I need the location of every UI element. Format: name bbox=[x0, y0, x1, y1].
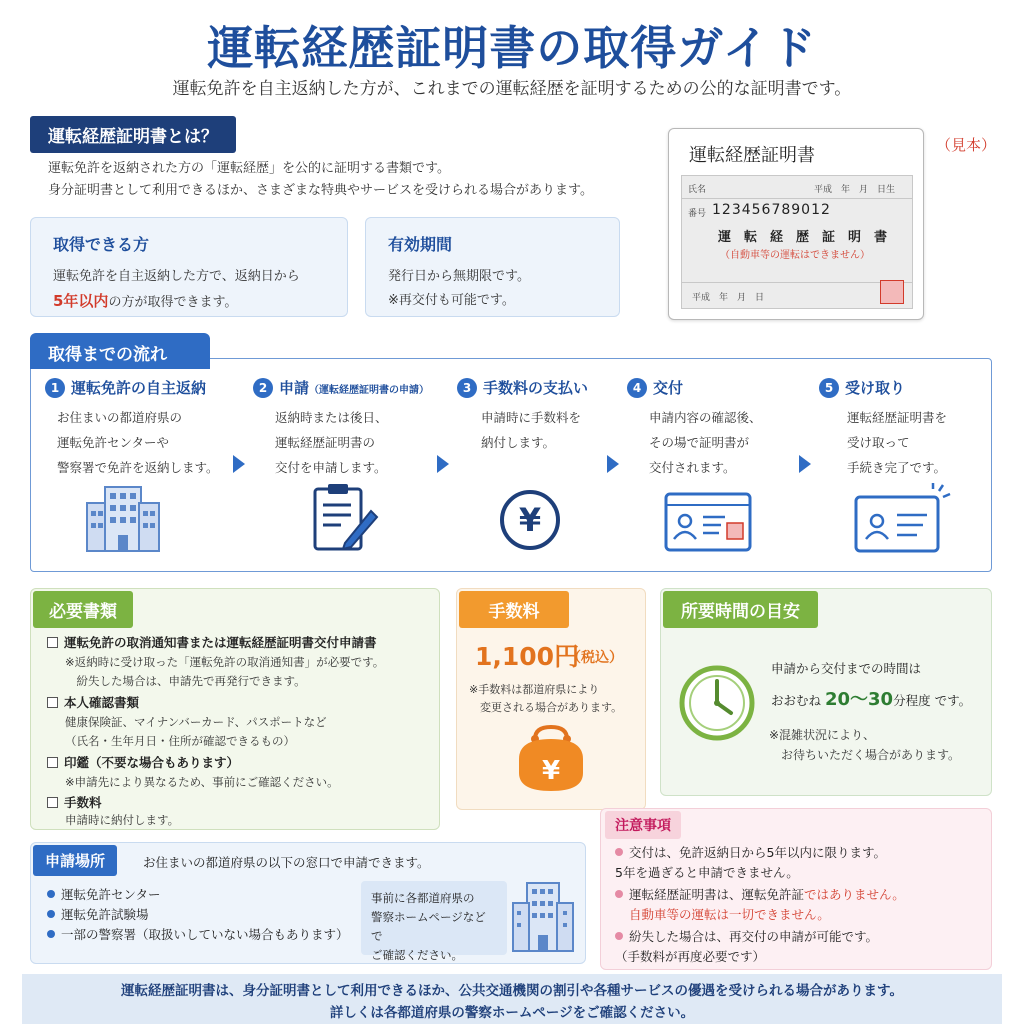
step-title: 運転免許の自主返納 bbox=[71, 379, 207, 397]
location-intro: お住まいの都道府県の以下の窓口で申請できます。 bbox=[143, 855, 430, 870]
sample-birth-label: 平成 年 月 日生 bbox=[814, 185, 896, 195]
caution-box bbox=[600, 808, 992, 970]
sample-certificate-card bbox=[668, 128, 924, 320]
step-number: 2 bbox=[253, 378, 273, 398]
footer-line-1: 運転経歴証明書は、身分証明書として利用できるほか、公共交通機関の割引や各種サービスの優遇を受けられる場合があります。 bbox=[121, 983, 903, 999]
eligibility-line-1: 運転免許を自主返納した方で、返納日から bbox=[53, 269, 300, 284]
time-line-1: 申請から交付までの時間は bbox=[771, 661, 922, 676]
svg-text:¥: ¥ bbox=[518, 501, 542, 539]
document-item: 手数料 bbox=[47, 793, 102, 813]
flow-step-5 bbox=[805, 359, 991, 570]
step-number: 4 bbox=[627, 378, 647, 398]
svg-text:¥: ¥ bbox=[541, 756, 561, 786]
page-subtitle: 運転免許を自主返納した方が、これまでの運転経歴を証明するための公的な証明書です。 bbox=[172, 79, 852, 99]
required-documents-heading: 必要書類 bbox=[33, 591, 133, 628]
caution-heading: 注意事項 bbox=[605, 811, 681, 839]
sample-card-heading: 運 転 経 歴 証 明 書 bbox=[718, 230, 888, 245]
sample-note: （見本） bbox=[936, 136, 997, 154]
document-item-note: ※申請先により異なるため、事前にご確認ください。 bbox=[65, 775, 339, 789]
sample-number-label: 番号 bbox=[688, 209, 707, 219]
step-number: 1 bbox=[45, 378, 65, 398]
location-item: 運転免許センター bbox=[47, 885, 161, 903]
fee-amount: 1,100円 bbox=[475, 642, 580, 671]
bullet-icon bbox=[615, 848, 623, 856]
coin-purse-icon bbox=[511, 725, 591, 797]
location-item: 一部の警察署（取扱いしていない場合もあります） bbox=[47, 925, 349, 943]
sample-card-warning: （自動車等の運転はできません） bbox=[720, 250, 870, 261]
fee-heading: 手数料 bbox=[459, 591, 569, 628]
validity-box bbox=[365, 217, 620, 317]
step-body: 申請時に手数料を 納付します。 bbox=[481, 410, 582, 450]
whatis-line-1: 運転免許を返納された方の「運転経歴」を公的に証明する書類です。 bbox=[48, 161, 450, 176]
flow-step-3 bbox=[443, 359, 613, 570]
step-body: 返納時または後日、 運転経歴証明書の 交付を申請します。 bbox=[275, 410, 388, 475]
page-title: 運転経歴証明書の取得ガイド bbox=[207, 21, 817, 75]
sample-photo-stamp bbox=[880, 280, 904, 304]
caution-item: 交付は、免許返納日から5年以内に限ります。 5年を過ぎると申請できません。 bbox=[615, 845, 886, 880]
eligibility-box bbox=[30, 217, 348, 317]
step-number: 5 bbox=[819, 378, 839, 398]
footer-line-2: 詳しくは各都道府県の警察ホームページをご確認ください。 bbox=[329, 1005, 695, 1021]
sample-name-label: 氏名 bbox=[688, 185, 707, 195]
step-number: 3 bbox=[457, 378, 477, 398]
document-item: 運転免許の取消通知書または運転経歴証明書交付申請書 bbox=[47, 633, 377, 653]
time-estimate-box bbox=[660, 588, 992, 796]
step-title: 申請 bbox=[279, 379, 310, 397]
clipboard-icon bbox=[305, 481, 385, 557]
flow-steps-container bbox=[30, 358, 992, 572]
bullet-icon bbox=[615, 890, 623, 898]
whatis-heading: 運転経歴証明書とは？ bbox=[30, 116, 236, 153]
bullet-icon bbox=[615, 932, 623, 940]
caution-item: 運転経歴証明書は、運転免許証ではありません。 自動車等の運転は一切できません。 bbox=[615, 885, 905, 925]
step-title: 交付 bbox=[653, 379, 684, 397]
document-item-note: ※返納時に受け取った「運転免許の取消通知書」が必要です。 紛失した場合は、申請先で再発行できます。 bbox=[65, 655, 385, 688]
fee-box bbox=[456, 588, 646, 810]
time-note: ※混雑状況により、 お待ちいただく場合があります。 bbox=[769, 728, 961, 762]
flow-step-2 bbox=[239, 359, 443, 570]
footer-banner bbox=[22, 974, 1002, 1024]
fee-tax-note: （税込） bbox=[567, 650, 623, 666]
step-body: 申請内容の確認後、 その場で証明書が 交付されます。 bbox=[649, 410, 762, 475]
document-item-note: 健康保険証、マイナンバーカード、パスポートなど （氏名・生年月日・住所が確認できるもの） bbox=[65, 715, 327, 748]
document-item-note: 申請時に納付します。 bbox=[65, 813, 180, 827]
checkbox-icon bbox=[47, 797, 58, 808]
document-item: 本人確認書類 bbox=[47, 693, 139, 713]
time-line-2: おおむね 20〜30分程度 です。 bbox=[771, 689, 972, 710]
eligibility-highlight: 5年以内 bbox=[53, 292, 109, 310]
checkbox-icon bbox=[47, 697, 58, 708]
checkbox-icon bbox=[47, 757, 58, 768]
required-documents-box bbox=[30, 588, 440, 830]
sample-card-body bbox=[681, 175, 913, 309]
checkbox-icon bbox=[47, 637, 58, 648]
step-body: 運転経歴証明書を 受け取って 手続き完了です。 bbox=[847, 410, 948, 475]
validity-line-2: ※再交付も可能です。 bbox=[388, 293, 515, 308]
validity-line-1: 発行日から無期限です。 bbox=[388, 269, 530, 284]
step-body: お住まいの都道府県の 運転免許センターや 警察署で免許を返納します。 bbox=[57, 410, 219, 475]
location-note: 事前に各都道府県の 警察ホームページなどで ご確認ください。 bbox=[361, 881, 507, 955]
clock-icon bbox=[677, 663, 757, 747]
eligibility-title: 取得できる方 bbox=[53, 235, 150, 254]
location-item: 運転免許試験場 bbox=[47, 905, 149, 923]
whatis-line-2: 身分証明書として利用できるほか、さまざまな特典やサービスを受けられる場合があります。 bbox=[48, 183, 593, 198]
flow-heading: 取得までの流れ bbox=[30, 333, 210, 369]
caution-item: 紛失した場合は、再交付の申請が可能です。 （手数料が再度必要です） bbox=[615, 929, 879, 964]
flow-step-1 bbox=[31, 359, 239, 570]
sample-issued-label: 平成 年 月 日 bbox=[692, 293, 765, 303]
yen-icon bbox=[495, 485, 565, 559]
id-card-received-icon bbox=[853, 483, 953, 559]
id-card-icon bbox=[663, 491, 753, 557]
whatis-description bbox=[48, 158, 648, 202]
step-title-sub: （運転経歴証明書の申請） bbox=[309, 385, 430, 396]
eligibility-line-2 bbox=[53, 289, 325, 315]
document-item: 印鑑（不要な場合もあります） bbox=[47, 753, 239, 773]
sample-number: 123456789012 bbox=[712, 202, 831, 218]
police-station-icon bbox=[511, 877, 575, 957]
building-icon bbox=[83, 481, 163, 557]
flow-step-4 bbox=[613, 359, 805, 570]
location-heading: 申請場所 bbox=[33, 845, 117, 876]
sample-card-title: 運転経歴証明書 bbox=[689, 145, 815, 166]
validity-title: 有効期間 bbox=[388, 235, 453, 254]
bullet-icon bbox=[47, 930, 55, 938]
eligibility-line-2-rest: の方が取得できます。 bbox=[108, 295, 238, 310]
step-title: 受け取り bbox=[845, 379, 906, 397]
time-estimate-heading: 所要時間の目安 bbox=[663, 591, 818, 628]
step-title: 手数料の支払い bbox=[483, 379, 589, 397]
bullet-icon bbox=[47, 890, 55, 898]
application-location-box bbox=[30, 842, 586, 964]
time-range: 20〜30 bbox=[824, 689, 894, 710]
bullet-icon bbox=[47, 910, 55, 918]
fee-note: ※手数料は都道府県により 変更される場合があります。 bbox=[469, 683, 623, 714]
